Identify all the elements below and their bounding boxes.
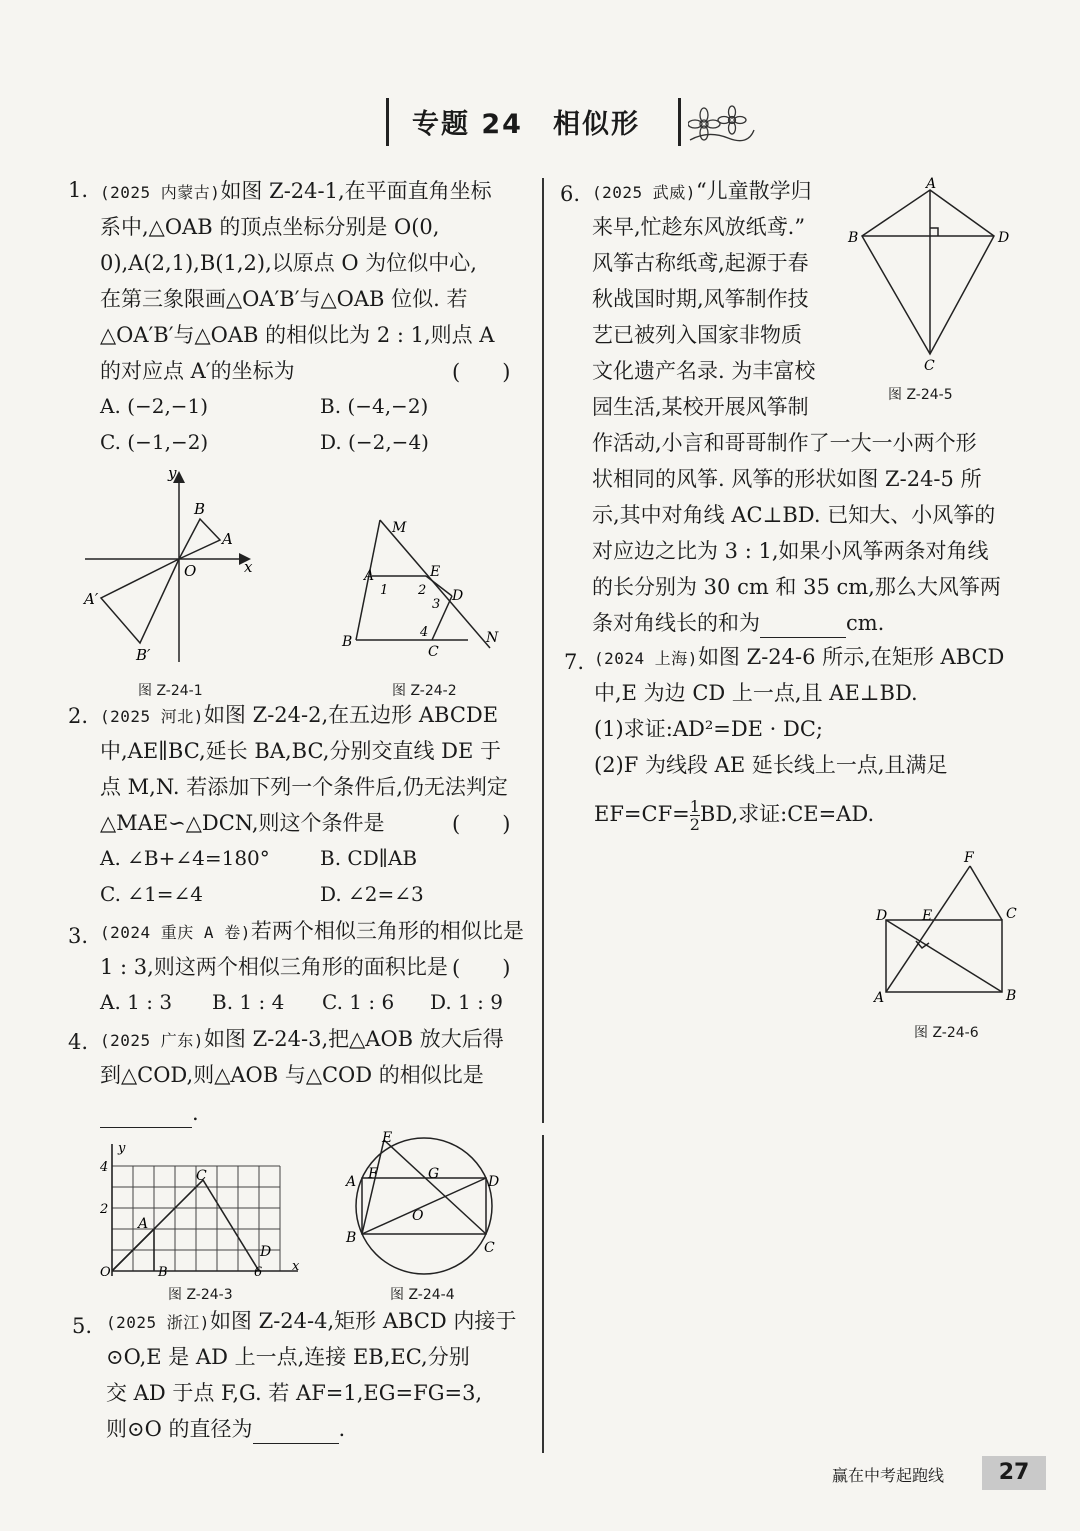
- q7-line-1: (2024 上海)如图 Z-24-6 所示,在矩形 ABCD: [594, 645, 1005, 669]
- f2-label-a: A: [364, 568, 375, 584]
- f1-label-b-prime: B′: [136, 646, 151, 664]
- q6-line-9: 状相同的风筝. 风筝的形状如图 Z-24-5 所: [592, 467, 982, 491]
- q5-line-3: 交 AD 于点 F,G. 若 AF=1,EG=FG=3,: [106, 1381, 483, 1405]
- q1-number: 1.: [68, 178, 89, 202]
- f2-label-4: 4: [420, 625, 429, 640]
- figure-z24-3: [96, 1136, 306, 1282]
- q6-line-3: 风筝古称纸鸢,起源于春: [592, 251, 809, 275]
- f1-label-a-prime: A′: [84, 590, 99, 608]
- q1-answer-bracket: ( ): [452, 360, 511, 384]
- f6-label-b: B: [1006, 988, 1017, 1004]
- q3-option-d: D. 1 : 9: [430, 990, 503, 1014]
- f1-label-o: O: [184, 562, 197, 580]
- f6-caption: 图 Z-24-6: [914, 1025, 979, 1041]
- f6-label-f: F: [964, 850, 974, 866]
- q7-line-4: (2)F 为线段 AE 延长线上一点,且满足: [594, 753, 948, 777]
- q3-option-a: A. 1 : 3: [100, 990, 173, 1014]
- q5-answer-blank[interactable]: [253, 1421, 339, 1444]
- f3-label-b: B: [158, 1265, 168, 1280]
- title-bar: [386, 98, 686, 148]
- f2-label-d: D: [452, 588, 464, 604]
- q6-number: 6.: [560, 182, 581, 206]
- f2-label-b: B: [342, 634, 353, 650]
- f5-label-c: C: [924, 358, 935, 374]
- q2-line-3: 点 M,N. 若添加下列一个条件后,仍无法判定: [100, 775, 508, 799]
- q2-option-b: B. CD∥AB: [320, 846, 418, 870]
- figure-z24-4: [340, 1128, 510, 1283]
- f6-label-a: A: [874, 990, 885, 1006]
- f4-label-o: O: [412, 1208, 424, 1224]
- title-right-rule: [678, 98, 681, 146]
- figure-z24-5: [842, 176, 1022, 376]
- f4-label-d: D: [488, 1174, 500, 1190]
- q1-line-5: △OA′B′与△OAB 的相似比为 2 : 1,则点 A: [100, 323, 495, 347]
- q4-number: 4.: [68, 1030, 89, 1054]
- f4-label-g: G: [428, 1166, 440, 1182]
- q3-option-c: C. 1 : 6: [322, 990, 395, 1014]
- q4-line-3: .: [100, 1098, 199, 1128]
- q6-line-4: 秋战国时期,风筝制作技: [592, 287, 809, 311]
- q2-source: (2025 河北): [100, 707, 204, 726]
- f5-label-b: B: [848, 230, 859, 246]
- q3-line-1: (2024 重庆 A 卷)若两个相似三角形的相似比是: [100, 919, 524, 943]
- q6-source: (2025 武威): [592, 183, 696, 202]
- f2-label-m: M: [392, 520, 407, 536]
- q4-answer-blank[interactable]: [100, 1105, 192, 1128]
- q1-option-c: C. (−1,−2): [100, 430, 209, 454]
- f2-label-n: N: [486, 630, 499, 646]
- q2-option-c: C. ∠1=∠4: [100, 882, 204, 906]
- q1-line-6: 的对应点 A′的坐标为: [100, 359, 295, 383]
- q6-line-2: 来早,忙趁东风放纸鸢.”: [592, 215, 806, 239]
- q7-line-2: 中,E 为边 CD 上一点,且 AE⊥BD.: [594, 681, 918, 705]
- q5-line-1: (2025 浙江)如图 Z-24-4,矩形 ABCD 内接于: [106, 1309, 517, 1333]
- q2-option-a: A. ∠B+∠4=180°: [100, 846, 270, 870]
- footer-slogan: 赢在中考起跑线: [832, 1466, 945, 1485]
- figure-z24-6: [872, 846, 1032, 1006]
- f6-label-d: D: [876, 908, 888, 924]
- q3-source: (2024 重庆 A 卷): [100, 923, 251, 942]
- q1-line-3: 0),A(2,1),B(1,2),以原点 O 为位似中心,: [100, 251, 477, 275]
- q3-option-b: B. 1 : 4: [212, 990, 285, 1014]
- f3-caption: 图 Z-24-3: [168, 1287, 233, 1303]
- q4-line-1: (2025 广东)如图 Z-24-3,把△AOB 放大后得: [100, 1027, 504, 1051]
- q5-line-4: 则⊙O 的直径为 .: [106, 1414, 345, 1444]
- column-divider-bottom: [542, 1135, 544, 1453]
- f3-label-4: 4: [100, 1160, 109, 1175]
- page-title: [412, 102, 640, 141]
- q1-line-4: 在第三象限画△OA′B′与△OAB 位似. 若: [100, 287, 468, 311]
- q6-line-12: 的长分别为 30 cm 和 35 cm,那么大风筝两: [592, 575, 1001, 599]
- q7-line-3: (1)求证:AD²=DE · DC;: [594, 717, 824, 741]
- q6-line-11: 对应边之比为 3 : 1,如果小风筝两条对角线: [592, 539, 989, 563]
- f5-caption: 图 Z-24-5: [888, 387, 953, 403]
- f2-label-c: C: [428, 644, 439, 660]
- f4-caption: 图 Z-24-4: [390, 1287, 455, 1303]
- q2-number: 2.: [68, 704, 89, 728]
- f1-label-b: B: [194, 500, 206, 518]
- figure-z24-1: [80, 462, 270, 672]
- f2-label-2: 2: [418, 583, 427, 598]
- q6-line-13: 条对角线长的和为 cm.: [592, 608, 884, 638]
- q6-line-8: 作活动,小言和哥哥制作了一大一小两个形: [592, 431, 977, 455]
- f3-label-a: A: [138, 1216, 149, 1232]
- q7-fraction: $\frac{1}{2}$: [689, 797, 700, 834]
- f6-label-c: C: [1006, 906, 1017, 922]
- f2-label-1: 1: [380, 583, 389, 598]
- q6-line-7: 园生活,某校开展风筝制: [592, 395, 809, 419]
- figure-z24-2: [340, 512, 510, 662]
- f3-label-y: y: [118, 1141, 126, 1156]
- topic-title: 相似形: [552, 109, 640, 140]
- f1-label-a: A: [222, 530, 233, 548]
- q1-line-1: (2025 内蒙古)如图 Z-24-1,在平面直角坐标: [100, 179, 492, 203]
- f2-label-3: 3: [432, 597, 441, 612]
- f4-label-a: A: [346, 1174, 357, 1190]
- q3-answer-bracket: ( ): [452, 956, 511, 980]
- q3-line-2: 1 : 3,则这两个相似三角形的面积比是: [100, 955, 448, 979]
- f4-label-b: B: [346, 1230, 357, 1246]
- q2-line-1: (2025 河北)如图 Z-24-2,在五边形 ABCDE: [100, 703, 499, 727]
- q3-number: 3.: [68, 924, 89, 948]
- q2-option-d: D. ∠2=∠3: [320, 882, 424, 906]
- q1-option-b: B. (−4,−2): [320, 394, 429, 418]
- q2-line-4: △MAE∽△DCN,则这个条件是: [100, 811, 385, 835]
- q2-line-2: 中,AE∥BC,延长 BA,BC,分别交直线 DE 于: [100, 739, 501, 763]
- q7-number: 7.: [564, 650, 585, 674]
- page-number: 27: [982, 1456, 1046, 1490]
- f5-label-a: A: [926, 176, 937, 192]
- q6-answer-blank[interactable]: [760, 615, 846, 638]
- f4-label-f: F: [368, 1166, 378, 1182]
- f2-label-e: E: [430, 564, 441, 580]
- column-divider-top: [542, 178, 544, 1123]
- q6-line-1: (2025 武威)“儿童散学归: [592, 179, 812, 203]
- f2-caption: 图 Z-24-2: [392, 683, 457, 699]
- q1-option-a: A. (−2,−1): [100, 394, 209, 418]
- f3-label-6: 6: [254, 1265, 263, 1280]
- q7-source: (2024 上海): [594, 649, 698, 668]
- flower-ornament-icon: [688, 100, 758, 144]
- f3-label-c: C: [196, 1168, 207, 1184]
- f1-label-y: y: [168, 464, 177, 482]
- f5-label-d: D: [998, 230, 1010, 246]
- f3-label-2: 2: [100, 1202, 109, 1217]
- q6-line-10: 示,其中对角线 AC⊥BD. 已知大、小风筝的: [592, 503, 996, 527]
- f4-label-e: E: [382, 1130, 393, 1146]
- q6-line-6: 文化遗产名录. 为丰富校: [592, 359, 816, 383]
- f4-label-c: C: [484, 1240, 495, 1256]
- f6-label-e: E: [922, 908, 933, 924]
- q7-line-5: EF=CF= $\frac{1}{2}$ BD,求证:CE=AD.: [594, 797, 875, 834]
- q6-line-5: 艺已被列入国家非物质: [592, 323, 802, 347]
- f1-label-x: x: [244, 558, 253, 576]
- q2-answer-bracket: ( ): [452, 812, 511, 836]
- f3-label-x: x: [292, 1259, 300, 1274]
- q5-number: 5.: [72, 1314, 93, 1338]
- q4-source: (2025 广东): [100, 1031, 204, 1050]
- q1-line-2: 系中,△OAB 的顶点坐标分别是 O(0,: [100, 215, 440, 239]
- q4-line-2: 到△COD,则△AOB 与△COD 的相似比是: [100, 1063, 484, 1087]
- title-left-rule: [386, 98, 389, 146]
- f3-label-o: O: [100, 1265, 111, 1280]
- topic-label: 专题 24: [412, 109, 523, 140]
- q5-line-2: ⊙O,E 是 AD 上一点,连接 EB,EC,分别: [106, 1345, 470, 1369]
- q1-source: (2025 内蒙古): [100, 183, 221, 202]
- f1-caption: 图 Z-24-1: [138, 683, 203, 699]
- q1-option-d: D. (−2,−4): [320, 430, 429, 454]
- q5-source: (2025 浙江): [106, 1313, 210, 1332]
- f3-label-d: D: [260, 1244, 272, 1260]
